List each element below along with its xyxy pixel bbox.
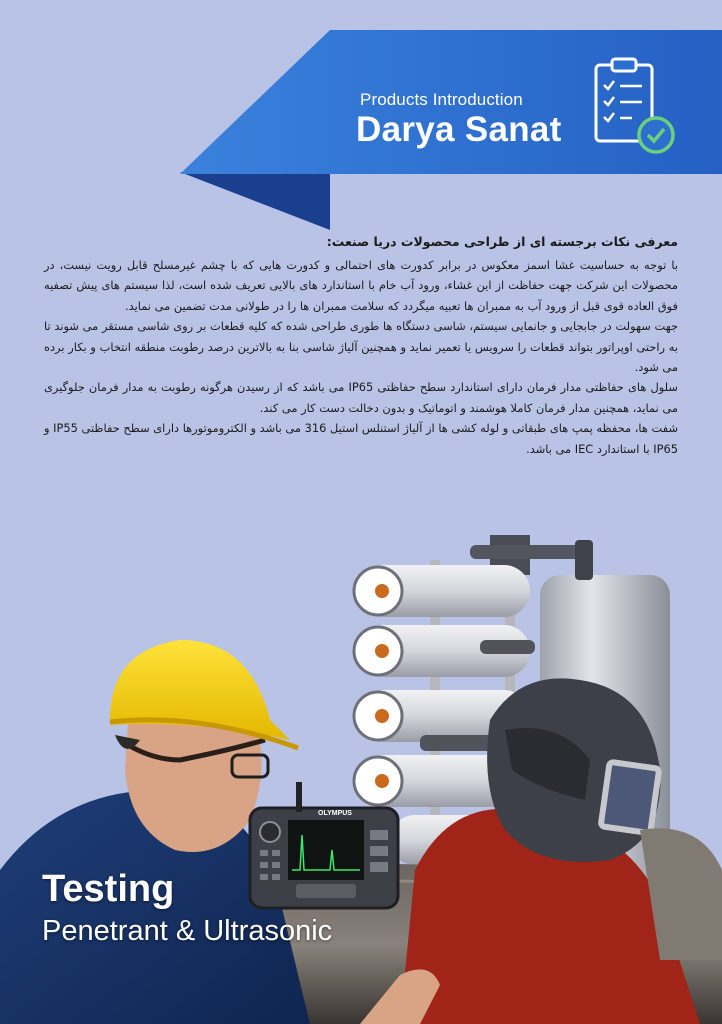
paragraph-chassis: جهت سهولت در جابجایی و جانمایی سیستم، شاسی دستگاه ها طوری طراحی شده که کلیه قطعات بر روی شاسی مستقر می شوند تا به راحتی اوپراتور بتواند قطعات را سرویس یا تعمیر نماید و همچنین آلیاژ شاسی بنا به بالاترین درصد رطوبت منطقه انتخاب و بکار برده می شود. bbox=[44, 319, 678, 375]
checklist-icon bbox=[592, 55, 678, 159]
article-heading: معرفی نکات برجسته ای از طراحی محصولات دریا صنعت: bbox=[326, 234, 678, 249]
paragraph-shafts-pumps: شفت ها، محفظه پمپ های طبقاتی و لوله کشی ها از آلیاژ استنلس استیل 316 می باشد و الکتروموتورها دارای سطح حفاظتی IP55 و IP65 با استاندارد IEC می باشد. bbox=[44, 421, 679, 456]
banner-title: Darya Sanat bbox=[356, 110, 562, 149]
paragraph-control-circuit: سلول های حفاظتی مدار فرمان دارای استاندارد سطح حفاظتی IP65 می باشد که از رسیدن هرگونه رطوبت به مدار فرمان جلوگیری می نماید، همچنین مدار فرمان کاملا هوشمند و اتوماتیک و بدون دخالت دست کار می کند. bbox=[44, 380, 678, 415]
paragraph-membrane: با توجه به حساسیت غشا اسمز معکوس در برابر کدورت های احتمالی و کدورت هایی که با چشم غیرمسلح قابل رویت نیست، در محصولات این شرکت جهت حفاظت از این غشاء، ورود آب خام با استاندارد های بالایی تعریف شده است، لذا سیستم های پیش تصفیه فوق العاده قوی قبل از ورود آب به ممبران ها تعبیه میگردد که سلامت ممبران ها را در طولانی مدت تضمین می نماید. bbox=[44, 258, 678, 313]
banner-subtitle: Products Introduction bbox=[360, 90, 523, 109]
caption-subtitle: Penetrant & Ultrasonic bbox=[42, 915, 333, 947]
article bbox=[44, 233, 678, 459]
device-brand-label: OLYMPUS bbox=[318, 810, 352, 817]
banner-fold bbox=[180, 172, 330, 230]
industrial-photo bbox=[0, 530, 722, 1024]
caption-title: Testing bbox=[42, 868, 175, 910]
